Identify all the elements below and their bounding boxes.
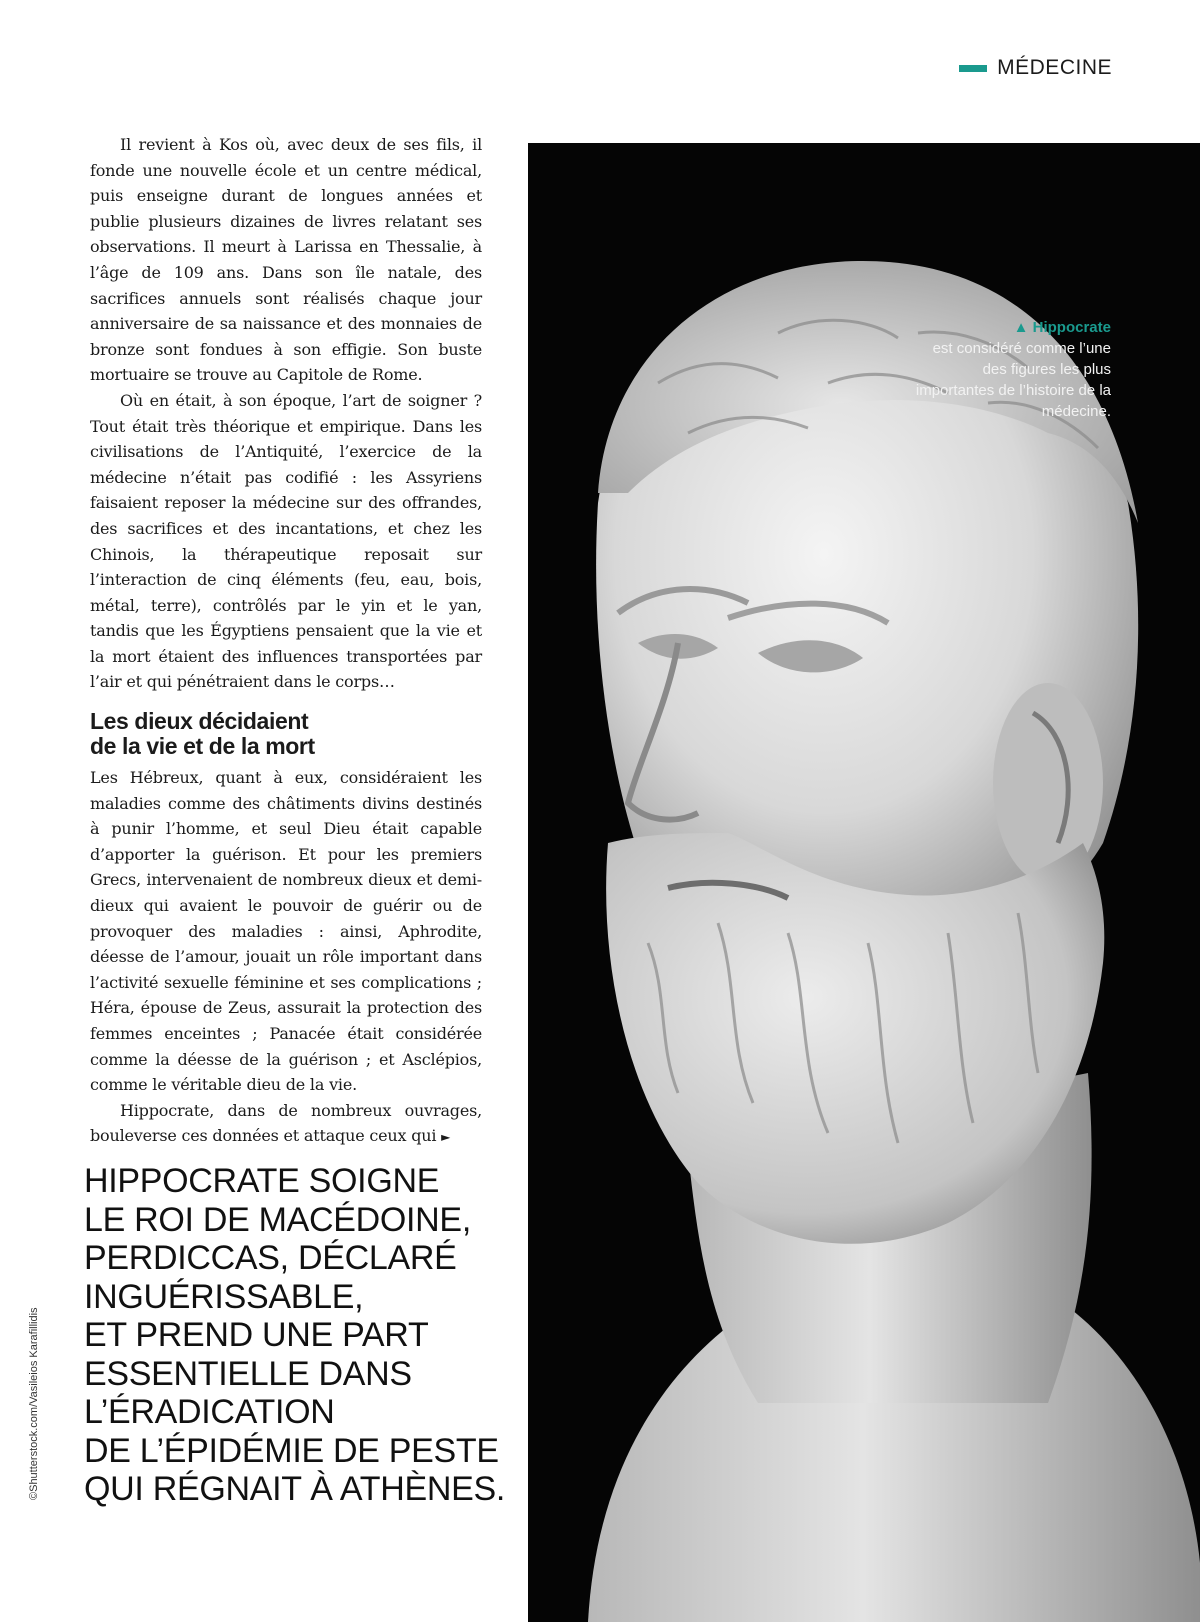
hippocrates-bust-photo (528, 143, 1200, 1622)
continue-arrow-icon: ► (441, 1130, 451, 1145)
pull-quote-line: DE L’ÉPIDÉMIE DE PESTE (84, 1431, 499, 1470)
section-header (959, 56, 1112, 80)
subheading-line-1: Les dieux décidaient (90, 708, 309, 735)
article-paragraph: Il revient à Kos où, avec deux de ses fils, il fonde une nouvelle école et un centre médical, puis enseigne durant de longues années et publie plusieurs dizaines de livres relatant ses observations. Il meurt à Larissa en Thessalie, à l’âge de 109 ans. Dans son île natale, des sacrifices annuels sont réalisés chaque jour anniversaire de sa naissance et des monnaies de bronze sont fondues à son effigie. Son buste mortuaire se trouve au Capitole de Rome. (90, 135, 482, 385)
article-paragraph-text: Hippocrate, dans de nombreux ouvrages, bouleverse ces données et attaque ceux qui (90, 1100, 482, 1146)
pull-quote (84, 1162, 544, 1509)
caption-text: est considéré comme l’une des figures les plus importantes de l’histoire de la médecine. (915, 340, 1111, 420)
photo-credit: ©Shutterstock.com/Vasileios Karafillidis (28, 1307, 40, 1500)
article-paragraph: Où en était, à son époque, l’art de soigner ? Tout était très théorique et empirique. Dans les civilisations de l’Antiquité, l’exercice de la médecine n’était pas codifié : les Assyriens faisaient reposer la médecine sur des offrandes, des sacrifices et des incantations, et chez les Chinois, la thérapeutique reposait sur l’interaction de cinq éléments (feu, eau, bois, métal, terre), contrôlés par le yin et le yan, tandis que les Égyptiens pensaient que la vie et la mort étaient des influences transportées par l’air et qui pénétraient dans le corps… (90, 390, 482, 692)
article-paragraph: Les Hébreux, quant à eux, considéraient les maladies comme des châtiments divins destinés à punir l’homme, et seul Dieu était capable d’apporter la guérison. Et pour les premiers Grecs, intervenaient de nombreux dieux et demi-dieux qui avaient le pouvoir de guérir ou de provoquer des maladies : ainsi, Aphrodite, déesse de l’amour, jouait un rôle important dans l’activité sexuelle féminine et ses complications ; Héra, épouse de Zeus, assurait la protection des femmes enceintes ; Panacée était considérée comme la déesse de la guérison ; et Asclépios, comme le véritable dieu de la vie. (90, 768, 482, 1095)
subheading-line-2: de la vie et de la mort (90, 733, 315, 760)
pull-quote-line: ET PREND UNE PART (84, 1316, 429, 1354)
photo-caption (911, 317, 1111, 422)
pull-quote-line: LE ROI DE MACÉDOINE, (84, 1200, 471, 1239)
caption-marker-icon: ▲ (1013, 319, 1029, 336)
caption-lead: Hippocrate (1032, 319, 1111, 336)
pull-quote-line: QUI RÉGNAIT À ATHÈNES. (84, 1470, 506, 1508)
section-accent-bar (959, 65, 987, 72)
section-label: MÉDECINE (997, 56, 1112, 79)
article-subheading (90, 709, 482, 759)
article-paragraph-last (90, 1098, 482, 1151)
pull-quote-line: ESSENTIELLE DANS (84, 1354, 412, 1393)
pull-quote-line: HIPPOCRATE SOIGNE (84, 1162, 440, 1200)
article-body (90, 132, 482, 1151)
pull-quote-line: PERDICCAS, DÉCLARÉ (84, 1239, 457, 1277)
pull-quote-line: INGUÉRISSABLE, (84, 1277, 364, 1316)
pull-quote-line: L’ÉRADICATION (84, 1393, 335, 1431)
